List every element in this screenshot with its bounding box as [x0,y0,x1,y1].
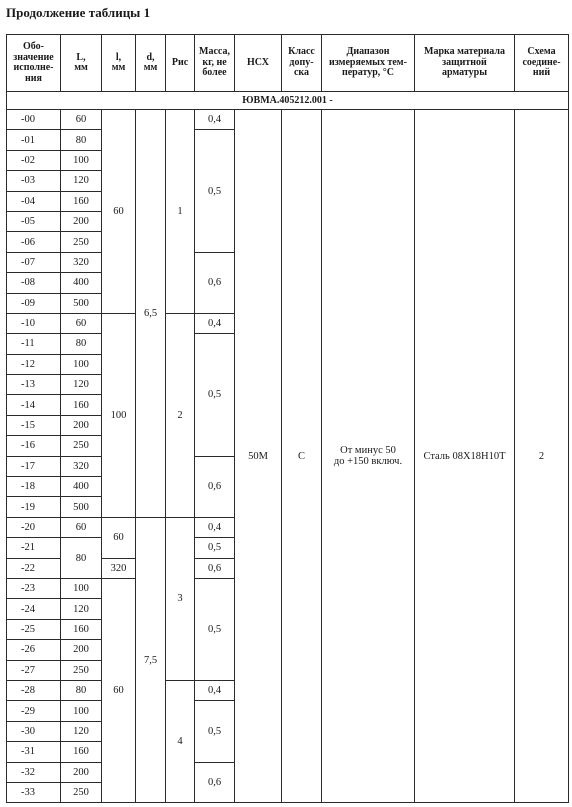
designation-cell: -13 [7,375,61,395]
length-L-cell: 60 [61,313,102,333]
designation-cell: -25 [7,619,61,639]
length-l-cell: 60 [102,517,136,558]
header-nsh: НСХ [235,35,282,92]
designation-cell: -21 [7,538,61,558]
length-L-cell: 60 [61,517,102,537]
mass-cell: 0,5 [195,701,235,762]
connection-scheme-cell: 2 [515,110,569,803]
designation-cell: -17 [7,456,61,476]
length-L-cell: 60 [61,110,102,130]
document-code: ЮВМА.405212.001 - [7,92,569,110]
designation-cell: -20 [7,517,61,537]
tolerance-class-cell: С [282,110,322,803]
header-connection-scheme: Схема соедине- ний [515,35,569,92]
length-L-cell: 160 [61,395,102,415]
length-L-cell: 250 [61,782,102,802]
header-mass: Масса, кг, не более [195,35,235,92]
designation-cell: -07 [7,252,61,272]
header-length-l: l, мм [102,35,136,92]
length-L-cell: 400 [61,477,102,497]
designation-cell: -10 [7,313,61,333]
designation-cell: -05 [7,211,61,231]
designation-cell: -24 [7,599,61,619]
figure-cell: 4 [166,680,195,802]
length-L-cell: 250 [61,436,102,456]
designation-cell: -23 [7,578,61,598]
mass-cell: 0,5 [195,578,235,680]
length-L-cell: 400 [61,273,102,293]
length-L-cell: 80 [61,334,102,354]
length-L-cell: 200 [61,762,102,782]
length-L-cell: 100 [61,150,102,170]
nsh-cell: 50М [235,110,282,803]
mass-cell: 0,5 [195,130,235,252]
table-row [7,110,569,130]
diameter-cell: 7,5 [136,517,166,802]
mass-cell: 0,6 [195,558,235,578]
length-L-cell: 200 [61,415,102,435]
length-L-cell: 120 [61,721,102,741]
designation-cell: -19 [7,497,61,517]
length-L-cell: 80 [61,538,102,579]
length-L-cell: 100 [61,578,102,598]
header-material: Марка материала защитной арматуры [415,35,515,92]
mass-cell: 0,6 [195,456,235,517]
mass-cell: 0,5 [195,334,235,456]
diameter-cell: 6,5 [136,110,166,518]
designation-cell: -02 [7,150,61,170]
length-L-cell: 80 [61,680,102,700]
length-l-cell: 320 [102,558,136,578]
header-figure: Рис [166,35,195,92]
designation-cell: -32 [7,762,61,782]
length-L-cell: 160 [61,191,102,211]
figure-cell: 3 [166,517,195,680]
header-length-L: L, мм [61,35,102,92]
document-code-row [7,92,569,110]
length-l-cell: 60 [102,110,136,314]
designation-cell: -06 [7,232,61,252]
mass-cell: 0,4 [195,313,235,333]
designation-cell: -26 [7,640,61,660]
table-continuation-title: Продолжение таблицы 1 [6,5,151,20]
length-L-cell: 160 [61,619,102,639]
designation-cell: -14 [7,395,61,415]
material-cell: Сталь 08Х18Н10Т [415,110,515,803]
designation-cell: -08 [7,273,61,293]
length-L-cell: 250 [61,660,102,680]
length-L-cell: 120 [61,599,102,619]
designation-cell: -18 [7,477,61,497]
length-L-cell: 100 [61,354,102,374]
length-L-cell: 320 [61,252,102,272]
header-tolerance-class: Класс допу- ска [282,35,322,92]
designation-cell: -28 [7,680,61,700]
designation-cell: -01 [7,130,61,150]
figure-cell: 2 [166,313,195,517]
header-row [7,35,569,92]
length-L-cell: 320 [61,456,102,476]
temperature-range-cell: От минус 50 до +150 включ. [322,110,415,803]
length-L-cell: 120 [61,171,102,191]
designation-cell: -16 [7,436,61,456]
designation-cell: -33 [7,782,61,802]
mass-cell: 0,4 [195,110,235,130]
designation-cell: -00 [7,110,61,130]
designation-cell: -22 [7,558,61,578]
designation-cell: -29 [7,701,61,721]
designation-cell: -03 [7,171,61,191]
length-L-cell: 100 [61,701,102,721]
designation-cell: -31 [7,742,61,762]
mass-cell: 0,4 [195,680,235,700]
length-L-cell: 250 [61,232,102,252]
length-l-cell: 100 [102,313,136,517]
designation-cell: -30 [7,721,61,741]
header-temperature-range: Диапазон измеряемых тем- ператур, °С [322,35,415,92]
length-L-cell: 500 [61,293,102,313]
mass-cell: 0,5 [195,538,235,558]
length-L-cell: 80 [61,130,102,150]
designation-cell: -04 [7,191,61,211]
length-L-cell: 160 [61,742,102,762]
header-diameter: d, мм [136,35,166,92]
mass-cell: 0,4 [195,517,235,537]
figure-cell: 1 [166,110,195,314]
length-L-cell: 120 [61,375,102,395]
length-L-cell: 200 [61,640,102,660]
designation-cell: -09 [7,293,61,313]
length-L-cell: 200 [61,211,102,231]
mass-cell: 0,6 [195,252,235,313]
designation-cell: -11 [7,334,61,354]
mass-cell: 0,6 [195,762,235,803]
header-designation: Обо- значение исполне- ния [7,35,61,92]
designation-cell: -15 [7,415,61,435]
designation-cell: -12 [7,354,61,374]
length-l-cell: 60 [102,578,136,802]
designation-cell: -27 [7,660,61,680]
specification-table [6,34,569,803]
length-L-cell: 500 [61,497,102,517]
